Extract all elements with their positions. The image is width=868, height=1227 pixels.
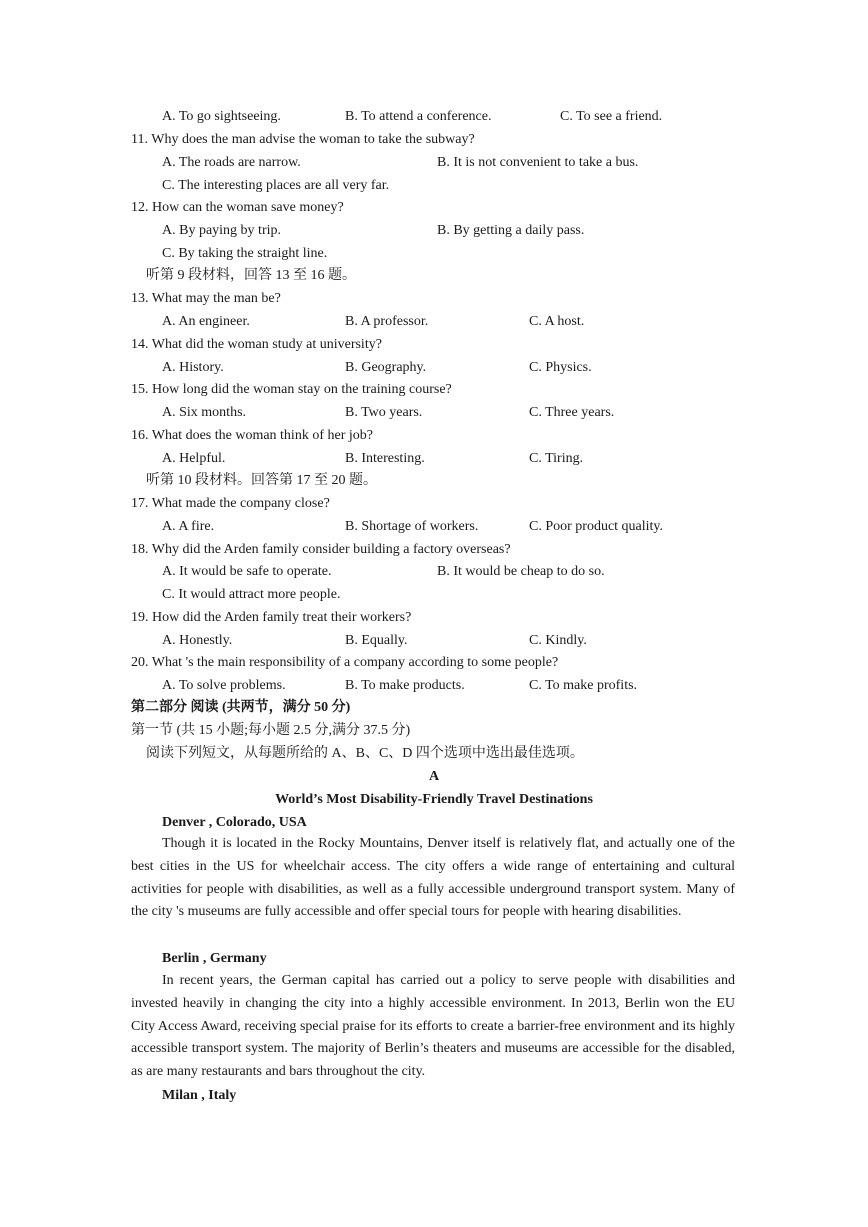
q10-option-c: C. To see a friend.	[560, 109, 663, 124]
q16-option-b: B. Interesting.	[345, 451, 425, 466]
milan-heading: Milan , Italy	[162, 1088, 237, 1103]
reading-instruction: 阅读下列短文，从每题所给的 A、B、C、D 四个选项中选出最佳选项。	[146, 746, 584, 761]
denver-text: Though it is located in the Rocky Mountains, Denver itself is relatively flat, and actually one of the best cities in the US for wheelchair access. The city offers a wide range of entertaining and cultural activities for people with disabilities, as well as a fully accessible underground transport system. Many of the city 's museums are fully accessible and offer special tours for people with hearing disabilities.	[131, 836, 735, 920]
section-1-title: 第一节 (共 15 小题;每小题 2.5 分,满分 37.5 分)	[131, 723, 411, 738]
q13-option-c: C. A host.	[529, 314, 585, 329]
q17-stem: 17. What made the company close?	[131, 496, 330, 511]
q16-stem: 16. What does the woman think of her job?	[131, 428, 373, 443]
part-2-title: 第二部分 阅读 (共两节，满分 50 分)	[131, 700, 351, 715]
q12-option-c: C. By taking the straight line.	[162, 246, 328, 261]
q16-option-a: A. Helpful.	[162, 451, 226, 466]
berlin-heading: Berlin , Germany	[162, 951, 267, 966]
q17-option-c: C. Poor product quality.	[529, 519, 664, 534]
q11-option-b: B. It is not convenient to take a bus.	[437, 155, 639, 170]
q20-option-b: B. To make products.	[345, 678, 465, 693]
q11-stem: 11. Why does the man advise the woman to take the subway?	[131, 132, 475, 147]
q20-option-c: C. To make profits.	[529, 678, 638, 693]
q15-option-a: A. Six months.	[162, 405, 247, 420]
q13-option-b: B. A professor.	[345, 314, 429, 329]
berlin-text: In recent years, the German capital has carried out a policy to serve people with disabilities and invested heavily in changing the city into a highly accessible environment. In 2013, Berlin won the EU City Access Award, receiving special praise for its efforts to create a barrier-free environment and its highly accessible transport system. The majority of Berlin’s theaters and museums are accessible for the disabled, as are many restaurants and bars throughout the city.	[131, 973, 735, 1080]
denver-heading: Denver , Colorado, USA	[162, 815, 307, 830]
q17-option-b: B. Shortage of workers.	[345, 519, 479, 534]
q19-option-c: C. Kindly.	[529, 633, 587, 648]
section-10-header: 听第 10 段材料。回答第 17 至 20 题。	[146, 473, 377, 488]
berlin-paragraph	[131, 970, 735, 1084]
q20-stem: 20. What 's the main responsibility of a company according to some people?	[131, 655, 559, 670]
q19-option-a: A. Honestly.	[162, 633, 233, 648]
q10-option-b: B. To attend a conference.	[345, 109, 492, 124]
q14-option-b: B. Geography.	[345, 360, 427, 375]
q16-option-c: C. Tiring.	[529, 451, 584, 466]
q19-stem: 19. How did the Arden family treat their workers?	[131, 610, 412, 625]
q12-stem: 12. How can the woman save money?	[131, 200, 344, 215]
q18-option-a: A. It would be safe to operate.	[162, 564, 332, 579]
q11-option-a: A. The roads are narrow.	[162, 155, 301, 170]
section-9-header: 听第 9 段材料，回答 13 至 16 题。	[146, 268, 356, 283]
q15-option-c: C. Three years.	[529, 405, 615, 420]
q14-option-c: C. Physics.	[529, 360, 592, 375]
passage-title: World’s Most Disability-Friendly Travel Destinations	[275, 792, 593, 807]
q11-option-c: C. The interesting places are all very far.	[162, 178, 390, 193]
q18-option-c: C. It would attract more people.	[162, 587, 341, 602]
q13-option-a: A. An engineer.	[162, 314, 250, 329]
q18-stem: 18. Why did the Arden family consider building a factory overseas?	[131, 542, 511, 557]
q20-option-a: A. To solve problems.	[162, 678, 286, 693]
q19-option-b: B. Equally.	[345, 633, 408, 648]
q12-option-b: B. By getting a daily pass.	[437, 223, 585, 238]
passage-letter: A	[428, 769, 440, 784]
denver-paragraph	[131, 833, 735, 924]
q18-option-b: B. It would be cheap to do so.	[437, 564, 605, 579]
q14-stem: 14. What did the woman study at university?	[131, 337, 382, 352]
q12-option-a: A. By paying by trip.	[162, 223, 281, 238]
q17-option-a: A. A fire.	[162, 519, 215, 534]
q13-stem: 13. What may the man be?	[131, 291, 281, 306]
q14-option-a: A. History.	[162, 360, 224, 375]
q15-stem: 15. How long did the woman stay on the training course?	[131, 382, 452, 397]
q15-option-b: B. Two years.	[345, 405, 423, 420]
q10-option-a: A. To go sightseeing.	[162, 109, 281, 124]
